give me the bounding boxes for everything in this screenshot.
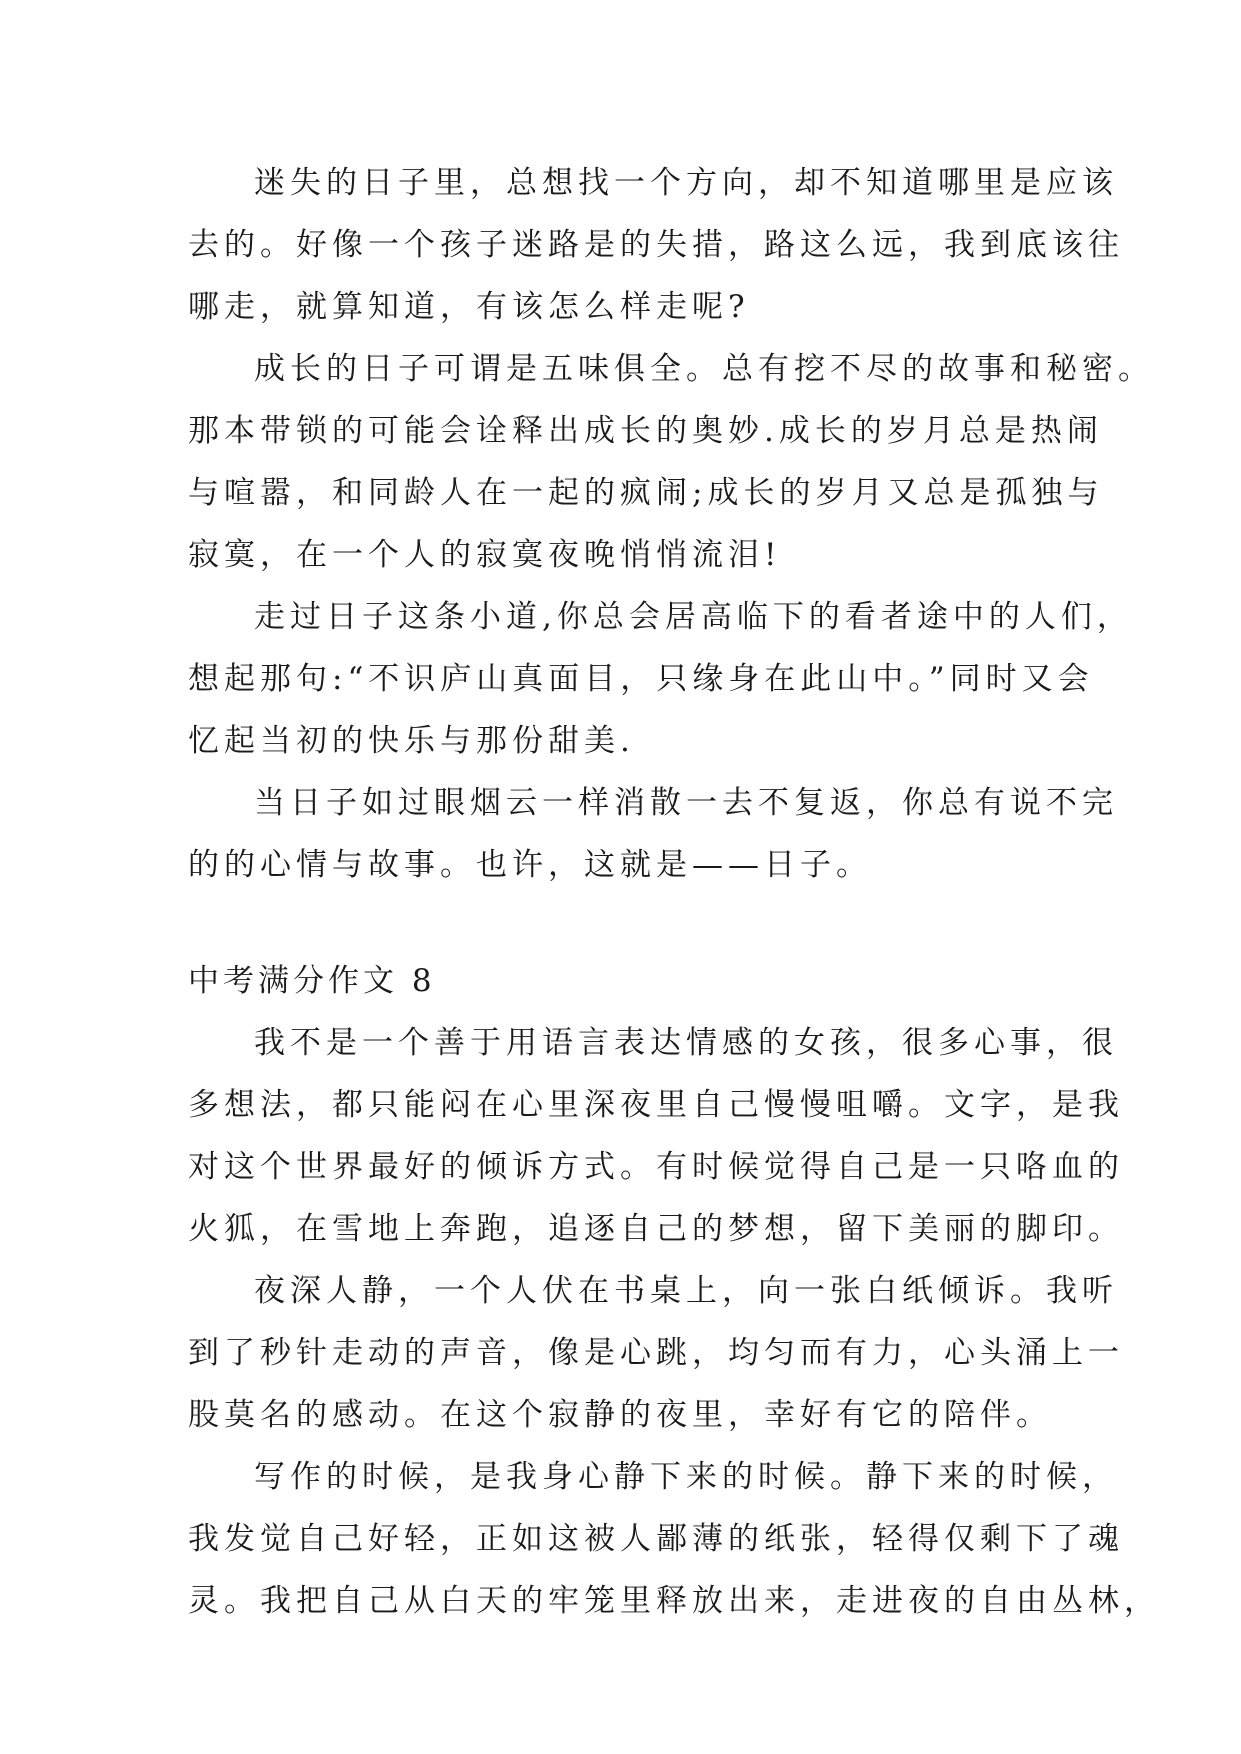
text-line: 与喧嚣，和同龄人在一起的疯闹;成长的岁月又总是孤独与 bbox=[188, 475, 1104, 511]
paragraph bbox=[188, 1260, 1124, 1446]
text-line: 成长的日子可谓是五味俱全。总有挖不尽的故事和秘密。 bbox=[254, 351, 1154, 387]
text-line: 对这个世界最好的倾诉方式。有时候觉得自己是一只咯血的 bbox=[188, 1149, 1124, 1185]
text-line: 去的。好像一个孩子迷路是的失措，路这么远，我到底该往 bbox=[188, 227, 1124, 263]
text-line: 迷失的日子里，总想找一个方向，却不知道哪里是应该 bbox=[254, 165, 1118, 201]
text-line: 的的心情与故事。也许，这就是——日子。 bbox=[188, 847, 872, 883]
text-line: 忆起当初的快乐与那份甜美. bbox=[188, 723, 635, 759]
text-line: 写作的时候，是我身心静下来的时候。静下来的时候， bbox=[254, 1459, 1118, 1495]
text-line: 到了秒针走动的声音，像是心跳，均匀而有力，心头涌上一 bbox=[188, 1335, 1124, 1371]
paragraph bbox=[188, 1012, 1124, 1260]
text-line: 我不是一个善于用语言表达情感的女孩，很多心事，很 bbox=[254, 1025, 1118, 1061]
text-line: 当日子如过眼烟云一样消散一去不复返，你总有说不完 bbox=[254, 785, 1118, 821]
paragraph bbox=[188, 1446, 1160, 1632]
paragraph bbox=[188, 586, 1133, 772]
text-line: 灵。我把自己从白天的牢笼里释放出来，走进夜的自由丛林， bbox=[188, 1583, 1160, 1619]
section-heading: 中考满分作文 8 bbox=[188, 963, 436, 999]
text-line: 我发觉自己好轻，正如这被人鄙薄的纸张，轻得仅剩下了魂 bbox=[188, 1521, 1124, 1557]
text-line: 夜深人静，一个人伏在书桌上，向一张白纸倾诉。我听 bbox=[254, 1273, 1118, 1309]
paragraph bbox=[188, 152, 1124, 338]
text-line: 想起那句:“不识庐山真面目，只缘身在此山中。”同时又会 bbox=[188, 661, 1094, 697]
text-line: 那本带锁的可能会诠释出成长的奥妙.成长的岁月总是热闹 bbox=[188, 413, 1103, 449]
section-gap bbox=[188, 896, 1060, 950]
text-line: 哪走，就算知道，有该怎么样走呢? bbox=[188, 289, 750, 325]
text-line: 寂寞，在一个人的寂寞夜晚悄悄流泪! bbox=[188, 537, 782, 573]
paragraph bbox=[188, 338, 1154, 586]
text-line: 多想法，都只能闷在心里深夜里自己慢慢咀嚼。文字，是我 bbox=[188, 1087, 1124, 1123]
paragraph bbox=[188, 772, 1118, 896]
text-line: 股莫名的感动。在这个寂静的夜里，幸好有它的陪伴。 bbox=[188, 1397, 1052, 1433]
text-line: 走过日子这条小道,你总会居高临下的看者途中的人们， bbox=[254, 599, 1133, 635]
document-body bbox=[188, 152, 1160, 1632]
text-line: 火狐，在雪地上奔跑，追逐自己的梦想，留下美丽的脚印。 bbox=[188, 1211, 1124, 1247]
